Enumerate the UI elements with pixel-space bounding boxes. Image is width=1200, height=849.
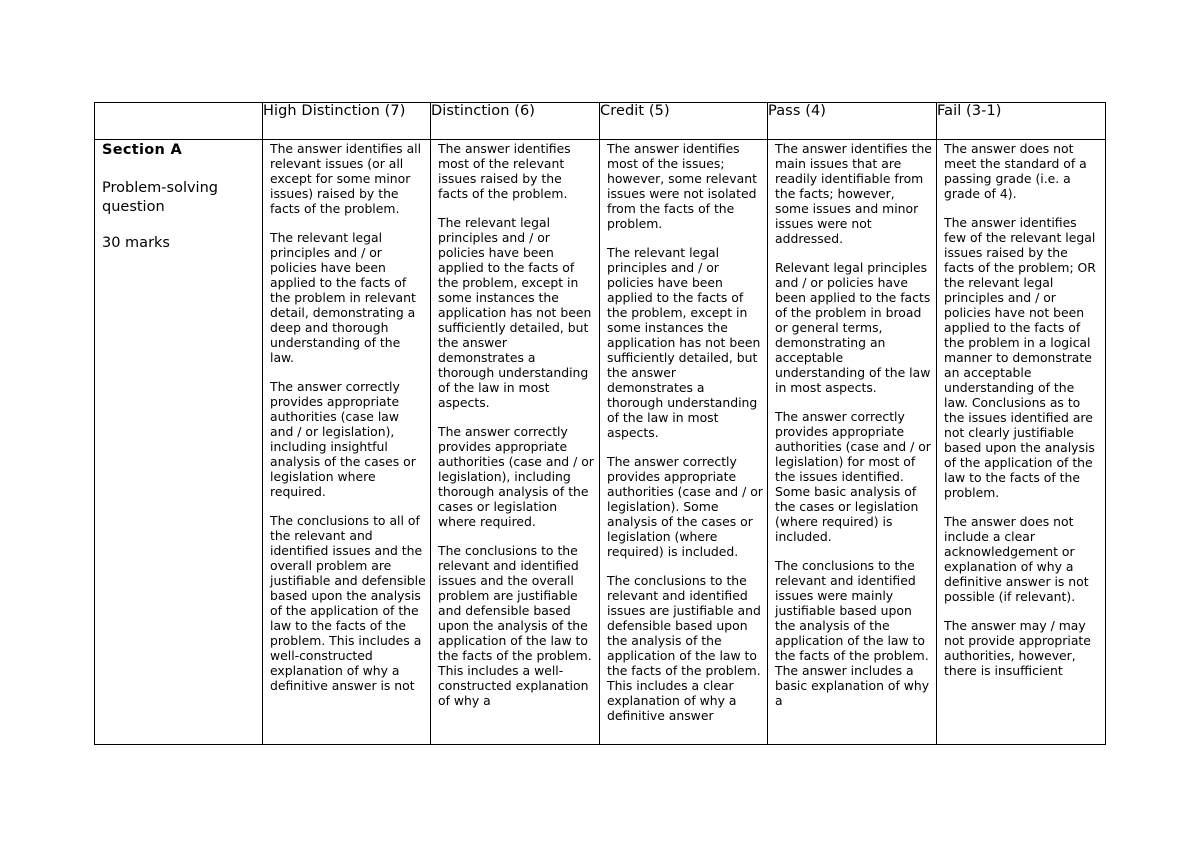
- criteria-cell-pass: [768, 140, 937, 745]
- criteria-cell-credit: [600, 140, 768, 745]
- header-pass: Pass (4): [768, 103, 937, 140]
- criterion-paragraph: The conclusions to the relevant and identified issues and the overall problem are justifiable and defensible based upon the analysis of the application of the law to the facts of the problem. This includes a well-constructed explanation of why a: [438, 543, 592, 708]
- section-cell: [95, 140, 263, 745]
- criterion-paragraph: The answer identifies most of the issues; however, some relevant issues were not isolated from the facts of the problem.: [607, 141, 757, 231]
- marking-rubric-table: [94, 102, 1106, 745]
- criterion-paragraph: The answer does not include a clear acknowledgement or explanation of why a definitive answer is not possible (if relevant).: [944, 514, 1089, 604]
- section-marks: 30 marks: [102, 235, 170, 251]
- criterion-paragraph: The answer identifies most of the relevant issues raised by the facts of the problem.: [438, 141, 571, 201]
- section-title: Section A: [102, 142, 183, 158]
- rubric-header-row: [95, 103, 1106, 140]
- criterion-paragraph: The answer identifies few of the relevant legal issues raised by the facts of the problem; OR the relevant legal principles and / or policies have not been applied to the facts of the problem in a logical manner to demonstrate an acceptable understanding of the law. Conclusions as to the issues identified are not clearly justifiable based upon the analysis of the application of the law to the facts of the problem.: [944, 215, 1096, 500]
- criterion-paragraph: The answer correctly provides appropriate authorities (case and / or legislation) for most of the issues identified. Some basic analysis of the cases or legislation (where required) is included.: [775, 409, 931, 544]
- header-high-distinction: High Distinction (7): [263, 103, 431, 140]
- criterion-paragraph: The answer correctly provides appropriate authorities (case and / or legislation), including thorough analysis of the cases or legislation where required.: [438, 424, 594, 529]
- header-credit: Credit (5): [600, 103, 768, 140]
- criterion-paragraph: The conclusions to the relevant and identified issues were mainly justifiable based upon the analysis of the application of the law to the facts of the problem. The answer includes a basic explanation of why a: [775, 558, 930, 708]
- section-subtitle: Problem-solving question: [102, 180, 218, 215]
- criterion-paragraph: The relevant legal principles and / or policies have been applied to the facts of the problem, except in some instances the application has not been sufficiently detailed, but the answer demonstrates a thorough understanding of the law in most aspects.: [438, 215, 592, 410]
- criterion-paragraph: The relevant legal principles and / or policies have been applied to the facts of the problem in relevant detail, demonstrating a deep and thorough understanding of the law.: [270, 230, 416, 365]
- header-fail: Fail (3-1): [937, 103, 1106, 140]
- criterion-paragraph: Relevant legal principles and / or policies have been applied to the facts of the problem in broad or general terms, demonstrating an acceptable understanding of the law in most aspects.: [775, 260, 931, 395]
- criterion-paragraph: The answer identifies all relevant issues (or all except for some minor issues) raised by the facts of the problem.: [270, 141, 422, 216]
- criterion-paragraph: The conclusions to all of the relevant and identified issues and the overall problem are justifiable and defensible based upon the analysis of the application of the law to the facts of the problem. This includes a well-constructed explanation of why a definitive answer is not: [270, 513, 426, 693]
- criterion-paragraph: The answer does not meet the standard of a passing grade (i.e. a grade of 4).: [944, 141, 1087, 201]
- header-distinction: Distinction (6): [431, 103, 600, 140]
- criterion-paragraph: The answer may / may not provide appropriate authorities, however, there is insufficient: [944, 618, 1091, 678]
- criterion-paragraph: The answer correctly provides appropriate authorities (case and / or legislation). Some analysis of the cases or legislation (where required) is included.: [607, 454, 763, 559]
- header-corner-cell: [95, 103, 263, 140]
- criteria-cell-high-distinction: [263, 140, 431, 745]
- criterion-paragraph: The conclusions to the relevant and identified issues are justifiable and defensible based upon the analysis of the application of the law to the facts of the problem. This includes a clear explanation of why a definitive answer: [607, 573, 761, 723]
- criterion-paragraph: The answer correctly provides appropriate authorities (case law and / or legislation), including insightful analysis of the cases or legislation where required.: [270, 379, 416, 499]
- section-a-row: [95, 140, 1106, 745]
- criteria-cell-distinction: [431, 140, 600, 745]
- criteria-cell-fail: [937, 140, 1106, 745]
- criterion-paragraph: The relevant legal principles and / or policies have been applied to the facts of the problem, except in some instances the application has not been sufficiently detailed, but the answer demonstrates a thorough understanding of the law in most aspects.: [607, 245, 761, 440]
- criterion-paragraph: The answer identifies the main issues that are readily identifiable from the facts; however, some issues and minor issues were not addressed.: [775, 141, 932, 246]
